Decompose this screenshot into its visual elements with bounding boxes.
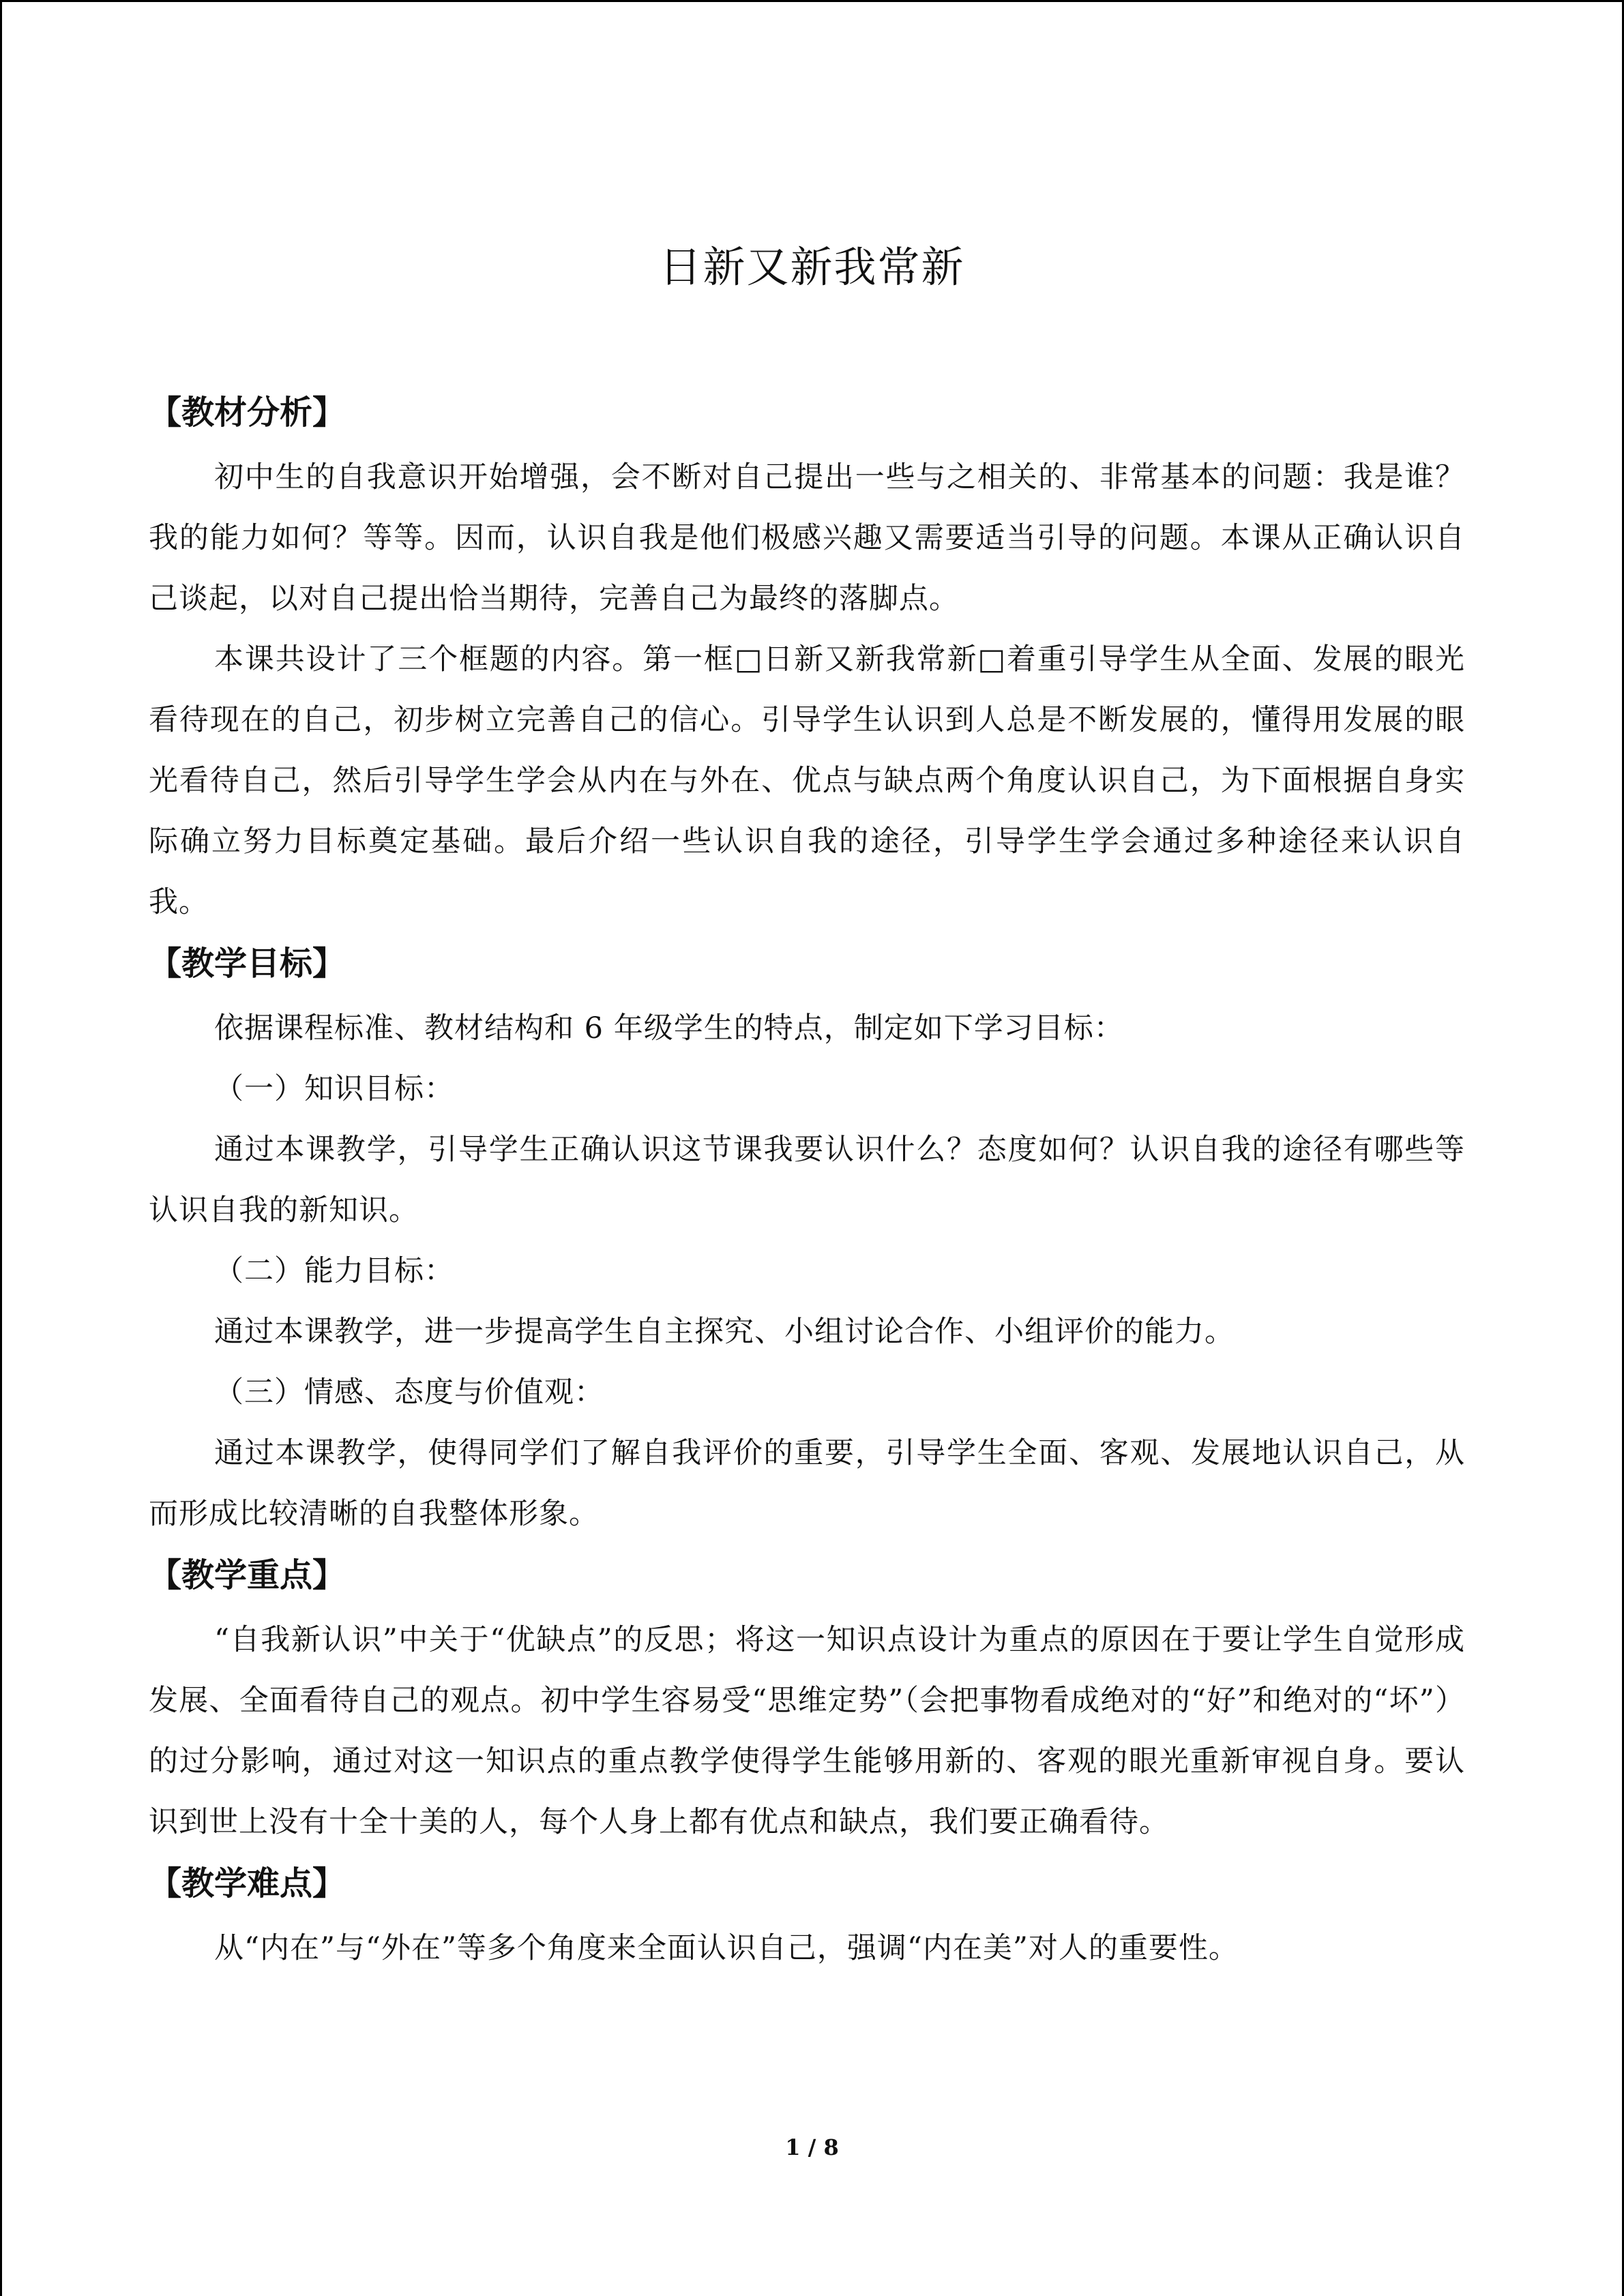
paragraph: 从“内在”与“外在”等多个角度来全面认识自己，强调“内在美”对人的重要性。 bbox=[214, 1931, 1239, 1965]
subheading-emotion-goal: （三）情感、态度与价值观： bbox=[214, 1375, 604, 1410]
paragraph: 本课共设计了三个框题的内容。第一框□日新又新我常新□着重引导学生从全面、发展的眼光看待现在的自己，初步树立完善自己的信心。引导学生认识到人总是不断发展的，懂得用发展的眼光看待自己，然后引导学生学会从内在与外在、优点与缺点两个角度认识自己，为下面根据自身实际确立努力目标奠定基础。最后介绍一些认识自我的途径，引导学生学会通过多种途径来认识自我。 bbox=[149, 642, 1465, 919]
section-teaching-goals bbox=[149, 933, 1465, 1545]
section-teaching-difficulty bbox=[149, 1853, 1465, 1979]
paragraph: 通过本课教学，引导学生正确认识这节课我要认识什么？态度如何？认识自我的途径有哪些等认识自我的新知识。 bbox=[149, 1133, 1465, 1227]
paragraph: 通过本课教学，进一步提高学生自主探究、小组讨论合作、小组评价的能力。 bbox=[214, 1315, 1235, 1349]
section-heading: 【教学难点】 bbox=[149, 1864, 346, 1903]
document-title: 日新又新我常新 bbox=[659, 241, 965, 292]
section-heading: 【教学重点】 bbox=[149, 1556, 346, 1594]
paragraph: 通过本课教学，使得同学们了解自我评价的重要，引导学生全面、客观、发展地认识自己，从而形成比较清晰的自我整体形象。 bbox=[149, 1436, 1465, 1531]
page-border-left bbox=[0, 0, 2, 2296]
page-border-top bbox=[0, 0, 1624, 2]
page-number: 1 / 8 bbox=[785, 2134, 839, 2160]
section-textbook-analysis bbox=[149, 382, 1465, 933]
paragraph: 初中生的自我意识开始增强，会不断对自己提出一些与之相关的、非常基本的问题：我是谁？我的能力如何？等等。因而，认识自我是他们极感兴趣又需要适当引导的问题。本课从正确认识自己谈起，以对自己提出恰当期待，完善自己为最终的落脚点。 bbox=[149, 460, 1465, 616]
subheading-knowledge-goal: （一）知识目标： bbox=[214, 1072, 454, 1106]
section-teaching-focus bbox=[149, 1545, 1465, 1853]
subheading-ability-goal: （二）能力目标： bbox=[214, 1254, 454, 1288]
section-heading: 【教材分析】 bbox=[149, 393, 346, 432]
paragraph: “自我新认识”中关于“优缺点”的反思；将这一知识点设计为重点的原因在于要让学生自觉形成发展、全面看待自己的观点。初中学生容易受“思维定势”（会把事物看成绝对的“好”和绝对的“坏”）的过分影响，通过对这一知识点的重点教学使得学生能够用新的、客观的眼光重新审视自身。要认识到世上没有十全十美的人，每个人身上都有优点和缺点，我们要正确看待。 bbox=[149, 1623, 1465, 1839]
document-body bbox=[149, 382, 1465, 1979]
paragraph: 依据课程标准、教材结构和 6 年级学生的特点，制定如下学习目标： bbox=[214, 1011, 1124, 1045]
section-heading: 【教学目标】 bbox=[149, 944, 346, 983]
